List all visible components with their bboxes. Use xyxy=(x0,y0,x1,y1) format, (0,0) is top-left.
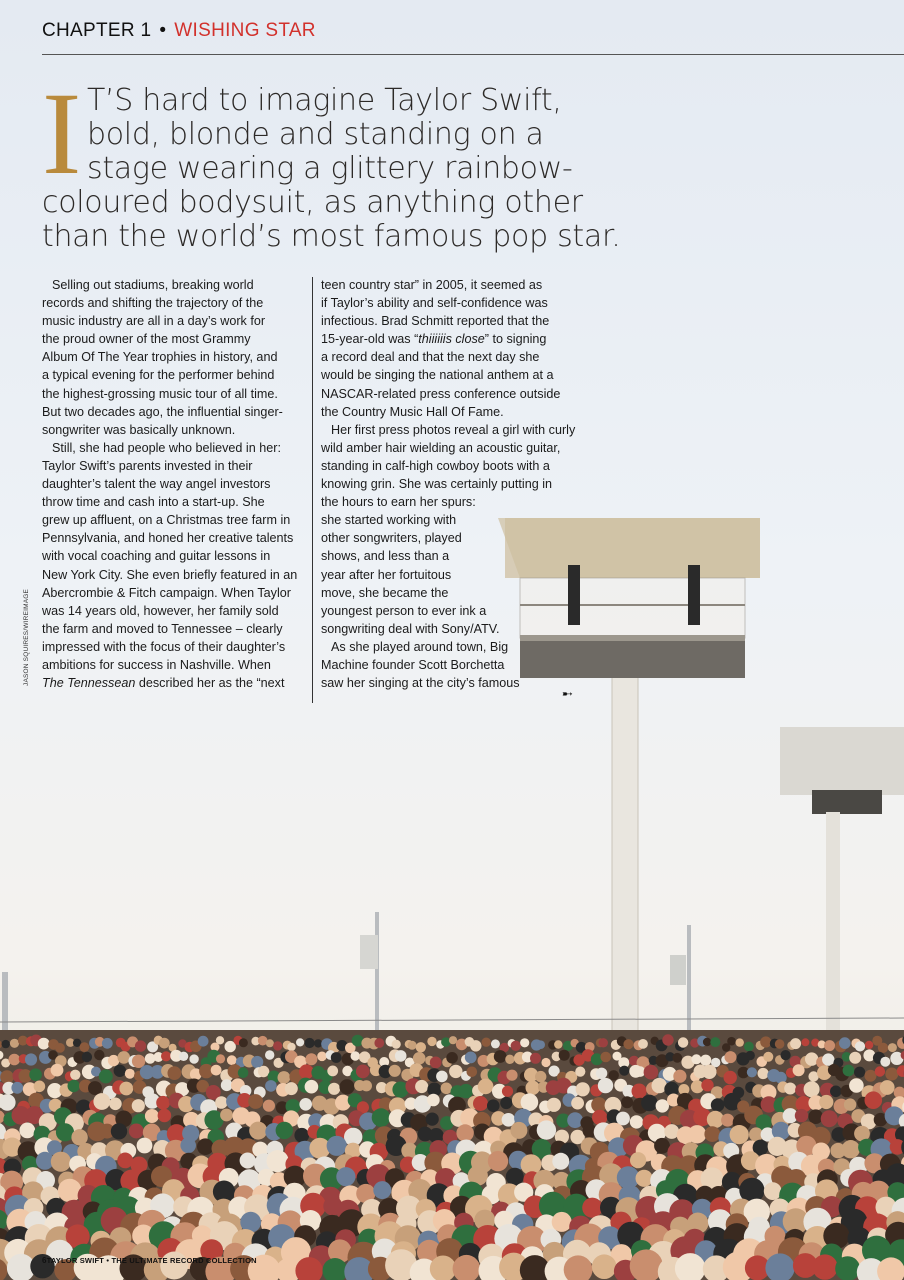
crowd-figure xyxy=(80,1042,90,1052)
crowd-figure xyxy=(822,1053,834,1065)
body-line: the proud owner of the most Grammy xyxy=(42,332,251,347)
crowd-figure xyxy=(824,1040,835,1051)
body-line: daughter’s talent the way angel investors xyxy=(42,477,271,492)
headline-line: bold, blonde and standing on a xyxy=(87,117,544,152)
crowd-figure xyxy=(415,1080,428,1093)
crowd-figure xyxy=(436,1071,448,1083)
crowd-figure xyxy=(449,1065,462,1078)
crowd-figure xyxy=(598,1078,613,1093)
crowd-figure xyxy=(467,1067,478,1078)
crowd-figure xyxy=(888,1043,897,1052)
body-column-2 xyxy=(321,276,591,692)
crowd-figure xyxy=(656,1099,669,1112)
body-line: songwriting deal with Sony/ATV. xyxy=(321,621,500,636)
body-column-1 xyxy=(42,276,304,692)
crowd-figure xyxy=(395,1050,407,1062)
body-line: the Country Music Hall Of Fame. xyxy=(321,404,504,419)
crowd-figure xyxy=(526,1081,540,1095)
crowd-figure xyxy=(273,1041,282,1050)
headline-line: stage wearing a glittery rainbow- xyxy=(87,151,573,186)
crowd-figure xyxy=(34,1081,46,1093)
crowd-figure xyxy=(790,1038,801,1049)
crowd-figure xyxy=(763,1052,773,1062)
crowd-figure xyxy=(500,1097,512,1109)
crowd-figure xyxy=(854,1067,865,1078)
body-line: she started working with xyxy=(321,513,457,528)
crowd-figure xyxy=(227,1055,237,1065)
body-line: The Tennessean described her as the “next xyxy=(42,676,285,691)
crowd-figure xyxy=(129,1124,144,1139)
crowd-figure xyxy=(408,1041,417,1050)
crowd-figure xyxy=(582,1198,602,1218)
crowd-figure xyxy=(554,1040,562,1048)
body-line: Her first press photos reveal a girl with curly xyxy=(331,422,576,437)
body-line: 15-year-old was “thiiiiiis close” to signing xyxy=(321,332,547,347)
body-line: Still, she had people who believed in her: xyxy=(52,440,281,455)
crowd-figure xyxy=(426,1113,439,1126)
crowd-figure xyxy=(880,1057,890,1067)
crowd-figure xyxy=(221,1079,233,1091)
crowd-figure xyxy=(296,1038,304,1046)
crowd-figure xyxy=(327,1136,347,1156)
crowd-figure xyxy=(703,1038,711,1046)
crowd-figure xyxy=(727,1037,736,1046)
crowd-figure xyxy=(552,1212,572,1232)
crowd-figure xyxy=(216,1054,225,1063)
crowd-figure xyxy=(459,1084,473,1098)
page-footer xyxy=(42,1256,257,1265)
crowd-figure xyxy=(736,1038,744,1046)
crowd-figure xyxy=(747,1067,757,1077)
crowd-figure xyxy=(240,1153,256,1169)
body-line: Selling out stadiums, breaking world xyxy=(52,278,254,292)
column-divider xyxy=(312,277,313,703)
crowd-figure xyxy=(305,1053,317,1065)
crowd-figure xyxy=(25,1053,37,1065)
photo-credit: JASON SQUIRES/WIREIMAGE xyxy=(23,588,30,686)
crowd-figure xyxy=(446,1052,458,1064)
light-tower-right xyxy=(780,727,904,1042)
crowd-figure xyxy=(10,1039,19,1048)
body-line: knowing grin. She was certainly putting in xyxy=(321,477,553,492)
crowd-figure xyxy=(473,1096,488,1111)
crowd-figure xyxy=(537,1120,556,1139)
body-line: New York City. She even briefly featured in an xyxy=(42,567,298,582)
body-line: throw time and cash into a start-up. She xyxy=(42,495,265,510)
crowd-figure xyxy=(465,1052,477,1064)
body-line: As she played around town, Big xyxy=(331,639,509,654)
crowd-figure xyxy=(372,1108,391,1127)
chapter-heading xyxy=(42,20,316,42)
crowd-figure xyxy=(267,1150,289,1172)
crowd-figure xyxy=(576,1082,590,1096)
photo-credit-wrap xyxy=(23,588,120,693)
crowd-figure xyxy=(93,1093,110,1110)
crowd-figure xyxy=(258,1066,269,1077)
crowd-figure xyxy=(725,1051,737,1063)
crowd-figure xyxy=(456,1124,473,1141)
crowd-figure xyxy=(880,1080,895,1095)
crowd-figure xyxy=(541,1058,550,1067)
body-line: would be singing the national anthem at a xyxy=(321,368,554,383)
crowd-figure xyxy=(361,1080,372,1091)
crowd-figure xyxy=(161,1051,171,1061)
crowd-figure xyxy=(808,1109,823,1124)
crowd-figure xyxy=(781,1050,791,1060)
crowd-figure xyxy=(491,1039,500,1048)
crowd-figure xyxy=(760,1036,771,1047)
crowd-figure xyxy=(567,1112,583,1128)
crowd-figure xyxy=(704,1126,720,1142)
crowd-figure xyxy=(299,1098,312,1111)
crowd-figure xyxy=(285,1082,298,1095)
crowd-figure xyxy=(180,1138,196,1154)
crowd-figure xyxy=(547,1098,561,1112)
crowd-figure xyxy=(265,1080,277,1092)
body-line: the hours to earn her spurs: xyxy=(321,495,476,510)
crowd-figure xyxy=(819,1095,833,1109)
crowd-figure xyxy=(82,1052,92,1062)
crowd-figure xyxy=(844,1098,856,1110)
crowd-figure xyxy=(29,1068,42,1081)
crowd-figure xyxy=(638,1039,648,1049)
crowd-figure xyxy=(535,1071,546,1082)
crowd-figure xyxy=(724,1071,737,1084)
crowd-figure xyxy=(644,1065,659,1080)
crowd-figure xyxy=(94,1050,104,1060)
crowd-figure xyxy=(641,1095,658,1112)
crowd-figure xyxy=(19,1123,35,1139)
crowd-figure xyxy=(278,1071,291,1084)
crowd-figure xyxy=(294,1128,309,1143)
crowd-figure xyxy=(339,1079,354,1094)
body-line: Taylor Swift’s parents invested in their xyxy=(42,458,253,473)
crowd-figure xyxy=(266,1039,274,1047)
crowd-figure xyxy=(636,1170,653,1187)
crowd-figure xyxy=(711,1098,725,1112)
crowd-figure xyxy=(616,1112,630,1126)
crowd-figure xyxy=(51,1064,64,1077)
crowd-figure xyxy=(678,1037,688,1047)
crowd-figure xyxy=(691,1054,701,1064)
body-line: the farm and moved to Tennessee – clearly xyxy=(42,621,283,636)
crowd-figure xyxy=(843,1065,855,1077)
body-line: youngest person to ever ink a xyxy=(321,603,487,618)
crowd-figure xyxy=(596,1068,607,1079)
body-line: teen country star” in 2005, it seemed as xyxy=(321,278,543,292)
crowd-figure xyxy=(758,1068,769,1079)
crowd-figure xyxy=(478,1079,494,1095)
crowd-figure xyxy=(197,1138,214,1155)
crowd-figure xyxy=(249,1122,267,1140)
crowd-figure xyxy=(801,1038,809,1046)
body-line: a typical evening for the performer behind xyxy=(42,368,275,383)
crowd-figure xyxy=(839,1037,851,1049)
crowd-figure xyxy=(238,1067,249,1078)
crowd-figure xyxy=(125,1069,135,1079)
body-line: standing in calf-high cowboy boots with a xyxy=(321,458,550,473)
body-line: year after her fortuitous xyxy=(321,567,452,582)
crowd-figure xyxy=(721,1114,734,1127)
crowd-figure xyxy=(875,1066,885,1076)
crowd-figure xyxy=(470,1040,481,1051)
crowd-figure xyxy=(135,1040,146,1051)
crowd-figure xyxy=(220,1109,233,1122)
crowd-figure xyxy=(56,1123,74,1141)
crowd-figure xyxy=(849,1052,861,1064)
crowd-figure xyxy=(710,1037,720,1047)
crowd-figure xyxy=(70,1070,80,1080)
crowd-figure xyxy=(109,1098,122,1111)
crowd-figure xyxy=(198,1036,209,1047)
page-number: 6 xyxy=(42,1256,47,1265)
crowd-figure xyxy=(239,1038,248,1047)
crowd-figure xyxy=(265,1050,274,1059)
body-line: But two decades ago, the influential singer- xyxy=(42,404,283,419)
body-line: Pennsylvania, and honed her creative talents xyxy=(42,531,294,546)
crowd-figure xyxy=(510,1122,527,1139)
crowd-figure xyxy=(630,1115,643,1128)
crowd-figure xyxy=(9,1054,21,1066)
crowd-figure xyxy=(248,1094,263,1109)
chapter-number: CHAPTER 1 xyxy=(42,20,152,41)
body-line: NASCAR-related press conference outside xyxy=(321,386,561,401)
crowd-figure xyxy=(700,1055,711,1066)
body-line: records and shifting the trajectory of the xyxy=(42,296,264,311)
crowd-figure xyxy=(305,1038,315,1048)
crowd-figure xyxy=(2,1040,10,1048)
crowd-figure xyxy=(427,1037,436,1046)
body-line: move, she became the xyxy=(321,585,449,600)
crowd-figure xyxy=(592,1254,617,1279)
crowd-figure xyxy=(609,1070,619,1080)
crowd-figure xyxy=(744,1042,754,1052)
crowd-figure xyxy=(351,1051,360,1060)
body-line: other songwriters, played xyxy=(321,531,462,546)
headline-line: than the world’s most famous pop star. xyxy=(42,219,621,254)
drop-cap: I xyxy=(42,68,81,199)
crowd-figure xyxy=(317,1052,327,1062)
crowd-figure xyxy=(849,1078,864,1093)
body-line: was 14 years old, however, her family sold xyxy=(42,603,279,618)
body-line: a record deal and that the next day she xyxy=(321,350,540,365)
arrow-right-icon: ➸ xyxy=(562,686,573,701)
body-line: with vocal coaching and guitar lessons in xyxy=(42,549,271,564)
body-line: Machine founder Scott Borchetta xyxy=(321,657,505,672)
crowd-figure xyxy=(855,1041,865,1051)
crowd-figure xyxy=(416,1042,426,1052)
crowd-figure xyxy=(216,1036,224,1044)
separator-bullet: • xyxy=(159,20,167,41)
crowd-figure xyxy=(482,1038,491,1047)
crowd-figure xyxy=(189,1054,198,1063)
crowd-figure xyxy=(413,1052,426,1065)
crowd-figure xyxy=(11,1082,23,1094)
crowd-figure xyxy=(494,1050,507,1063)
crowd-figure xyxy=(795,1109,808,1122)
body-line: Abercrombie & Fitch campaign. When Taylor xyxy=(42,585,291,600)
crowd-figure xyxy=(430,1057,442,1069)
crowd-figure xyxy=(392,1040,401,1049)
crowd-figure xyxy=(630,1152,646,1168)
crowd-figure xyxy=(263,1100,275,1112)
crowd-figure xyxy=(179,1052,188,1061)
body-line: saw her singing at the city’s famous xyxy=(321,676,520,691)
crowd-figure xyxy=(702,1065,716,1079)
crowd-figure xyxy=(662,1034,673,1045)
crowd-figure xyxy=(488,1151,508,1171)
crowd-figure xyxy=(487,1099,500,1112)
crowd-figure xyxy=(571,1097,584,1110)
crowd-figure xyxy=(119,1082,133,1096)
body-line: impressed with the focus of their daughter’s xyxy=(42,639,286,654)
crowd-figure xyxy=(730,1125,749,1144)
crowd-figure xyxy=(389,1065,401,1077)
crowd-figure xyxy=(599,1038,608,1047)
crowd-figure xyxy=(99,1069,113,1083)
body-line: songwriter was basically unknown. xyxy=(42,422,236,437)
crowd-figure xyxy=(58,1179,82,1203)
crowd-figure xyxy=(158,1109,172,1123)
body-line: music industry are all in a day’s work for xyxy=(42,314,266,329)
crowd-figure xyxy=(619,1066,629,1076)
crowd-figure xyxy=(536,1040,545,1049)
chapter-title: WISHING STAR xyxy=(174,20,316,41)
crowd-figure xyxy=(276,1122,293,1139)
crowd-figure xyxy=(211,1065,222,1076)
headline-line: T’S hard to imagine Taylor Swift, xyxy=(87,83,562,118)
crowd-figure xyxy=(885,1068,898,1081)
crowd-figure xyxy=(356,1065,370,1079)
crowd-figure xyxy=(102,1038,113,1049)
crowd-figure xyxy=(327,1066,338,1077)
crowd-figure xyxy=(804,1081,820,1097)
headline-line: coloured bodysuit, as anything other xyxy=(42,185,583,220)
body-line: Album Of The Year trophies in history, and xyxy=(42,350,278,365)
crowd-figure xyxy=(55,1043,65,1053)
crowd-figure xyxy=(672,1053,682,1063)
crowd-figure xyxy=(373,1181,391,1199)
crowd-figure xyxy=(821,1110,838,1127)
crowd-figure xyxy=(51,1152,71,1172)
chapter-header xyxy=(42,18,904,55)
crowd-figure xyxy=(88,1081,102,1095)
crowd-figure xyxy=(621,1096,633,1108)
body-line: ambitions for success in Nashville. When xyxy=(42,657,271,672)
crowd-figure xyxy=(159,1038,170,1049)
crowd-figure xyxy=(314,1039,322,1047)
crowd-figure xyxy=(111,1123,127,1139)
crowd-figure xyxy=(812,1254,837,1279)
body-line: wild amber hair wielding an acoustic guitar, xyxy=(321,440,561,455)
crowd-figure xyxy=(865,1041,873,1049)
crowd-figure xyxy=(520,1038,529,1047)
crowd-figure xyxy=(793,1064,805,1076)
crowd-figure xyxy=(878,1043,888,1053)
crowd-figure xyxy=(775,1039,785,1049)
crowd-figure xyxy=(764,1182,782,1200)
crowd-figure xyxy=(521,1093,539,1111)
crowd-figure xyxy=(215,1096,228,1109)
footer-text: TAYLOR SWIFT • THE ULTIMATE RECORD COLLECTION xyxy=(46,1256,257,1265)
crowd-figure xyxy=(38,1038,50,1050)
body-line: the highest-grossing music tour of all time. xyxy=(42,386,278,401)
crowd-figure xyxy=(530,1053,541,1064)
crowd-figure xyxy=(746,1051,755,1060)
body-line: infectious. Brad Schmitt reported that the xyxy=(321,314,550,329)
crowd-figure xyxy=(68,1080,80,1092)
crowd-figure xyxy=(784,1083,796,1095)
crowd-figure xyxy=(441,1083,453,1095)
standfirst-headline xyxy=(42,68,621,254)
crowd-figure xyxy=(0,1070,14,1084)
crowd-figure xyxy=(511,1041,521,1051)
crowd-figure xyxy=(427,1094,440,1107)
crowd-figure xyxy=(137,1138,153,1154)
body-line: grew up affluent, on a Christmas tree farm in xyxy=(42,513,291,528)
crowd-figure xyxy=(132,1099,145,1112)
crowd-figure xyxy=(688,1125,706,1143)
crowd-figure xyxy=(287,1043,295,1051)
crowd-figure xyxy=(575,1067,585,1077)
crowd-figure xyxy=(114,1065,126,1077)
crowd-figure xyxy=(145,1109,159,1123)
crowd-figure xyxy=(502,1086,513,1097)
crowd-figure xyxy=(168,1066,182,1080)
body-line: if Taylor’s ability and self-confidence was xyxy=(321,296,548,311)
crowd-figure xyxy=(600,1052,611,1063)
crowd-figure xyxy=(835,1256,860,1280)
crowd-figure xyxy=(331,1052,342,1063)
crowd-figure xyxy=(865,1091,883,1109)
crowd-figure xyxy=(156,1096,170,1110)
crowd-figure xyxy=(842,1140,860,1158)
crowd-figure xyxy=(505,1055,514,1064)
crowd-figure xyxy=(336,1167,355,1186)
crowd-figure xyxy=(305,1080,319,1094)
crowd-figure xyxy=(830,1086,842,1098)
crowd-figure xyxy=(374,1038,384,1048)
crowd-figure xyxy=(673,1070,686,1083)
crowd-figure xyxy=(118,1051,131,1064)
crowd-figure xyxy=(449,1036,457,1044)
body-line: shows, and less than a xyxy=(321,549,450,564)
crowd-figure xyxy=(623,1039,633,1049)
crowd-figure xyxy=(328,1083,340,1095)
crowd-figure xyxy=(865,1070,877,1082)
crowd-figure xyxy=(506,1070,517,1081)
crowd-figure xyxy=(559,1050,570,1061)
crowd-figure xyxy=(552,1153,569,1170)
